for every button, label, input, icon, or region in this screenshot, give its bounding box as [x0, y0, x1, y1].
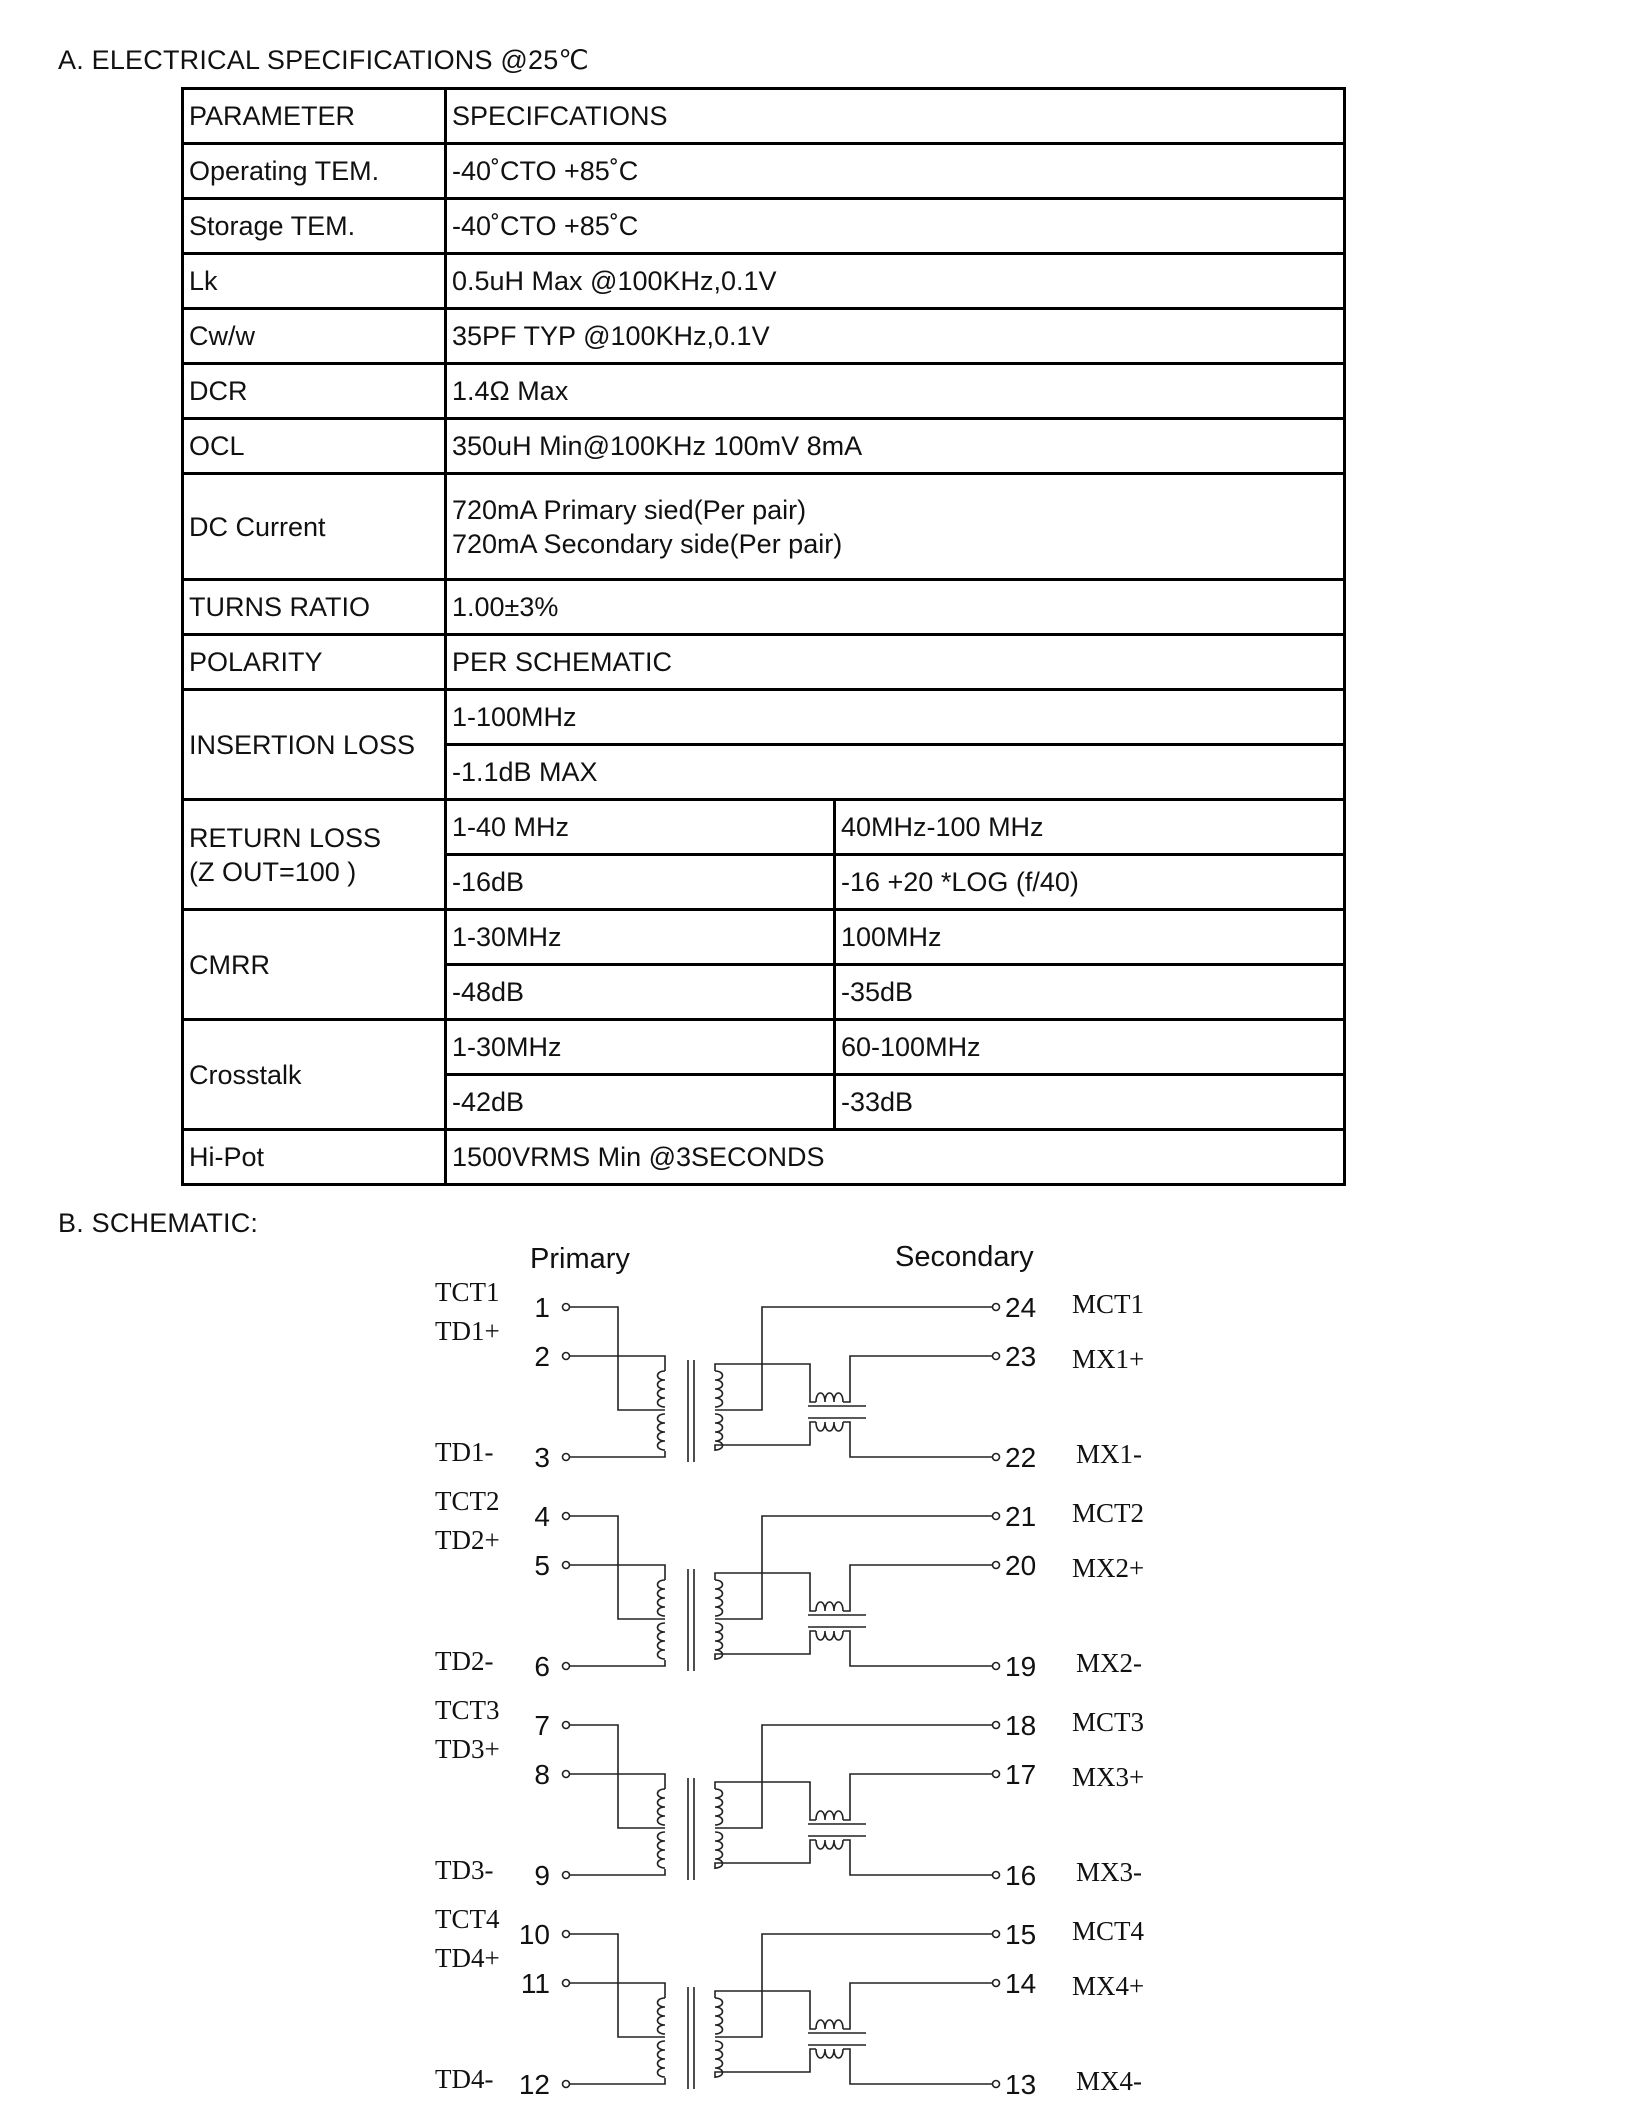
left-pin-number: 6: [534, 1651, 550, 1682]
pin-terminal: [563, 1722, 570, 1729]
choke-wire: [843, 1565, 992, 1611]
right-signal-label: MX4+: [1072, 1971, 1145, 2001]
pin-terminal: [563, 1980, 570, 1987]
center-tap-wire: [570, 1725, 665, 1828]
table-row: [183, 910, 1345, 965]
right-signal-label: MCT1: [1072, 1289, 1145, 1319]
value-cww: 35PF TYP @100KHz,0.1V: [446, 309, 1345, 364]
center-tap-wire: [570, 1516, 665, 1619]
left-signal-label: TCT3: [435, 1695, 500, 1725]
pin-terminal: [563, 1663, 570, 1670]
choke-coil: [816, 1840, 843, 1849]
param-insertion-loss: INSERTION LOSS: [183, 690, 446, 800]
param-ocl: OCL: [183, 419, 446, 474]
table-row: [183, 1020, 1345, 1075]
primary-coil: [658, 1580, 666, 1616]
param-polarity: POLARITY: [183, 635, 446, 690]
primary-coil: [658, 1414, 666, 1450]
choke-coil: [816, 1631, 843, 1640]
primary-coil: [658, 1789, 666, 1825]
secondary-wire: [715, 1991, 730, 1998]
table-row: [183, 309, 1345, 364]
left-pin-number: 4: [534, 1501, 550, 1532]
right-pin-number: 19: [1005, 1651, 1037, 1682]
choke-wire: [730, 1573, 816, 1611]
choke-wire: [843, 1631, 992, 1666]
center-tap-wire: [570, 1934, 665, 2037]
choke-coil: [816, 1393, 843, 1402]
left-pin-number: 3: [534, 1442, 550, 1473]
pin-terminal: [993, 2081, 1000, 2088]
pin-terminal: [993, 1722, 1000, 1729]
right-signal-label: MX2-: [1076, 1648, 1142, 1678]
choke-wire: [730, 1782, 816, 1820]
section-b-heading: B. SCHEMATIC:: [58, 1208, 259, 1238]
pin-terminal: [563, 1353, 570, 1360]
primary-wire: [570, 1451, 665, 1457]
param-dcr: DCR: [183, 364, 446, 419]
right-pin-number: 16: [1005, 1860, 1037, 1891]
cmrr-val1: -48dB: [446, 965, 835, 1020]
pin-terminal: [563, 1454, 570, 1461]
left-pin-number: 10: [518, 1919, 550, 1950]
choke-wire: [843, 1356, 992, 1402]
right-pin-number: 23: [1005, 1341, 1037, 1372]
crosstalk-val2: -33dB: [835, 1075, 1345, 1130]
pin-terminal: [993, 1454, 1000, 1461]
pin-terminal: [563, 1872, 570, 1879]
secondary-label: Secondary: [895, 1241, 1034, 1273]
choke-wire: [730, 1364, 816, 1402]
electrical-spec-table: [181, 87, 1346, 1186]
table-row: [183, 474, 1345, 580]
value-turns-ratio: 1.00±3%: [446, 580, 1345, 635]
secondary-wire: [715, 1782, 730, 1789]
primary-label: Primary: [530, 1243, 630, 1275]
choke-wire: [843, 1983, 992, 2029]
table-row: [183, 800, 1345, 855]
param-turns-ratio: TURNS RATIO: [183, 580, 446, 635]
value-dcr: 1.4Ω Max: [446, 364, 1345, 419]
section-a-heading: A. ELECTRICAL SPECIFICATIONS @25℃: [58, 45, 589, 75]
center-tap-wire: [570, 1307, 665, 1410]
right-pin-number: 18: [1005, 1710, 1037, 1741]
pin-terminal: [563, 1931, 570, 1938]
value-polarity: PER SCHEMATIC: [446, 635, 1345, 690]
secondary-coil: [715, 1371, 723, 1407]
value-ocl: 350uH Min@100KHz 100mV 8mA: [446, 419, 1345, 474]
choke-wire: [715, 1840, 816, 1869]
return-loss-val1: -16dB: [446, 855, 835, 910]
left-pin-number: 12: [518, 2069, 550, 2100]
pin-terminal: [563, 1304, 570, 1311]
choke-coil: [816, 2049, 843, 2058]
left-pin-number: 2: [534, 1341, 550, 1372]
param-operating-temp: Operating TEM.: [183, 144, 446, 199]
pin-terminal: [993, 1663, 1000, 1670]
primary-wire: [570, 1660, 665, 1666]
right-pin-number: 22: [1005, 1442, 1037, 1473]
left-signal-label: TD4+: [435, 1943, 500, 1973]
right-signal-label: MX1-: [1076, 1439, 1142, 1469]
secondary-coil: [715, 1580, 723, 1616]
param-dc-current: DC Current: [183, 474, 446, 580]
crosstalk-val1: -42dB: [446, 1075, 835, 1130]
choke-coil: [816, 1422, 843, 1431]
left-signal-label: TD4-: [435, 2064, 494, 2094]
choke-wire: [843, 1840, 992, 1875]
right-signal-label: MX4-: [1076, 2066, 1142, 2096]
pin-terminal: [993, 1931, 1000, 1938]
right-pin-number: 14: [1005, 1968, 1037, 1999]
param-hipot: Hi-Pot: [183, 1130, 446, 1185]
pin-terminal: [993, 1513, 1000, 1520]
right-signal-label: MX1+: [1072, 1344, 1145, 1374]
pin-terminal: [993, 1562, 1000, 1569]
param-crosstalk: Crosstalk: [183, 1020, 446, 1130]
secondary-center-tap-wire: [715, 1307, 992, 1410]
pin-terminal: [993, 1980, 1000, 1987]
return-loss-impedance: (Z OUT=100 ): [189, 856, 357, 887]
left-pin-number: 11: [520, 1968, 550, 1999]
pin-terminal: [993, 1771, 1000, 1778]
pin-terminal: [563, 1562, 570, 1569]
right-pin-number: 20: [1005, 1550, 1037, 1581]
insertion-loss-value: -1.1dB MAX: [446, 745, 1345, 800]
table-row: [183, 1130, 1345, 1185]
primary-coil: [658, 1832, 666, 1868]
pin-terminal: [993, 1872, 1000, 1879]
primary-coil: [658, 1623, 666, 1659]
insertion-loss-freq: 1-100MHz: [446, 690, 1345, 745]
param-cmrr: CMRR: [183, 910, 446, 1020]
choke-wire: [843, 1774, 992, 1820]
left-signal-label: TCT1: [435, 1277, 500, 1307]
table-row: [183, 89, 1345, 144]
header-specifications: SPECIFCATIONS: [446, 89, 1345, 144]
secondary-wire: [715, 1573, 730, 1580]
return-loss-freq1: 1-40 MHz: [446, 800, 835, 855]
choke-wire: [715, 1422, 816, 1451]
table-row: [183, 199, 1345, 254]
dc-current-primary: 720mA Primary sied(Per pair): [452, 494, 807, 525]
right-pin-number: 15: [1005, 1919, 1037, 1950]
pin-terminal: [563, 2081, 570, 2088]
secondary-coil: [715, 1789, 723, 1825]
left-pin-number: 8: [534, 1759, 550, 1790]
left-pin-number: 9: [534, 1860, 550, 1891]
primary-wire: [570, 1869, 665, 1875]
value-operating-temp: -40˚CTO +85˚C: [446, 144, 1345, 199]
choke-wire: [715, 2049, 816, 2078]
pin-terminal: [993, 1353, 1000, 1360]
header-parameter: PARAMETER: [183, 89, 446, 144]
return-loss-label: RETURN LOSS: [189, 822, 382, 853]
table-row: [183, 635, 1345, 690]
param-lk: Lk: [183, 254, 446, 309]
pin-terminal: [563, 1513, 570, 1520]
left-pin-number: 5: [534, 1550, 550, 1581]
right-signal-label: MCT3: [1072, 1707, 1145, 1737]
primary-coil: [658, 2041, 666, 2077]
param-cww: Cw/w: [183, 309, 446, 364]
return-loss-freq2: 40MHz-100 MHz: [835, 800, 1345, 855]
pin-terminal: [563, 1771, 570, 1778]
transformer-schematic: [400, 1230, 1200, 2100]
table-row: [183, 690, 1345, 745]
table-row: [183, 144, 1345, 199]
choke-coil: [816, 1602, 843, 1611]
table-row: [183, 254, 1345, 309]
pin-terminal: [993, 1304, 1000, 1311]
left-signal-label: TCT2: [435, 1486, 500, 1516]
secondary-coil: [715, 1998, 723, 2034]
right-pin-number: 17: [1005, 1759, 1037, 1790]
right-pin-number: 13: [1005, 2069, 1037, 2100]
left-signal-label: TD1+: [435, 1316, 500, 1346]
param-return-loss: [183, 800, 446, 910]
secondary-center-tap-wire: [715, 1516, 992, 1619]
left-pin-number: 7: [534, 1710, 550, 1741]
right-signal-label: MX3+: [1072, 1762, 1145, 1792]
crosstalk-freq1: 1-30MHz: [446, 1020, 835, 1075]
choke-wire: [843, 1422, 992, 1457]
value-dc-current: [446, 474, 1345, 580]
table-row: [183, 419, 1345, 474]
right-signal-label: MCT2: [1072, 1498, 1145, 1528]
value-storage-temp: -40˚CTO +85˚C: [446, 199, 1345, 254]
secondary-center-tap-wire: [715, 1934, 992, 2037]
right-pin-number: 24: [1005, 1292, 1037, 1323]
left-signal-label: TD2-: [435, 1646, 494, 1676]
crosstalk-freq2: 60-100MHz: [835, 1020, 1345, 1075]
left-pin-number: 1: [534, 1292, 550, 1323]
choke-coil: [816, 1811, 843, 1820]
primary-wire: [570, 2078, 665, 2084]
cmrr-freq2: 100MHz: [835, 910, 1345, 965]
value-lk: 0.5uH Max @100KHz,0.1V: [446, 254, 1345, 309]
cmrr-freq1: 1-30MHz: [446, 910, 835, 965]
left-signal-label: TD2+: [435, 1525, 500, 1555]
choke-wire: [715, 1631, 816, 1660]
dc-current-secondary: 720mA Secondary side(Per pair): [452, 528, 843, 559]
right-signal-label: MX3-: [1076, 1857, 1142, 1887]
return-loss-val2: -16 +20 *LOG (f/40): [835, 855, 1345, 910]
cmrr-val2: -35dB: [835, 965, 1345, 1020]
table-row: [183, 364, 1345, 419]
primary-coil: [658, 1371, 666, 1407]
choke-wire: [843, 2049, 992, 2084]
table-row: [183, 580, 1345, 635]
primary-coil: [658, 1998, 666, 2034]
channels: [435, 1277, 1145, 2100]
right-signal-label: MCT4: [1072, 1916, 1145, 1946]
right-pin-number: 21: [1005, 1501, 1037, 1532]
choke-coil: [816, 2020, 843, 2029]
secondary-wire: [715, 1364, 730, 1371]
right-signal-label: MX2+: [1072, 1553, 1145, 1583]
left-signal-label: TCT4: [435, 1904, 500, 1934]
left-signal-label: TD3+: [435, 1734, 500, 1764]
left-signal-label: TD3-: [435, 1855, 494, 1885]
left-signal-label: TD1-: [435, 1437, 494, 1467]
param-storage-temp: Storage TEM.: [183, 199, 446, 254]
value-hipot: 1500VRMS Min @3SECONDS: [446, 1130, 1345, 1185]
secondary-center-tap-wire: [715, 1725, 992, 1828]
choke-wire: [730, 1991, 816, 2029]
